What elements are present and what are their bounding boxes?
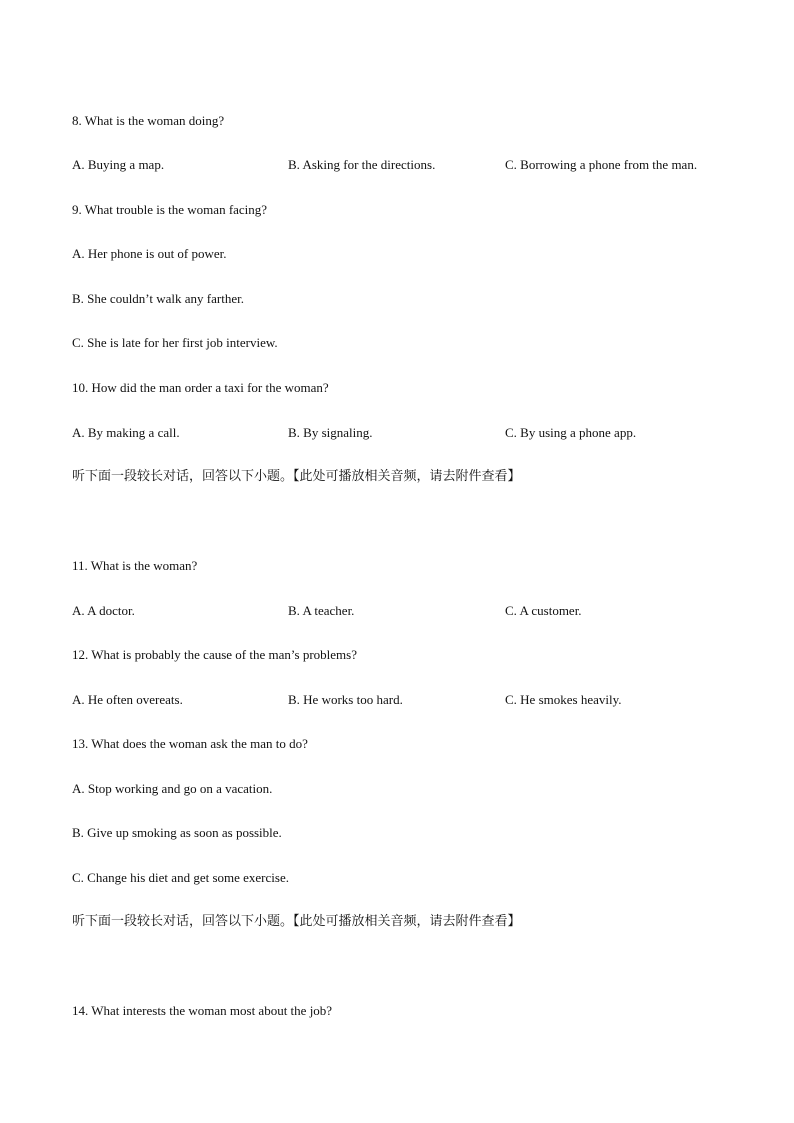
q12-option-a: A. He often overeats.	[72, 692, 183, 707]
q8-option-a: A. Buying a map.	[72, 157, 165, 172]
question-9: 9. What trouble is the woman facing?	[72, 202, 268, 217]
question-13: 13. What does the woman ask the man to do?	[72, 736, 308, 751]
q12-option-b: B. He works too hard.	[288, 692, 403, 707]
q11-option-c: C. A customer.	[505, 603, 582, 618]
q9-option-c: C. She is late for her first job interview.	[72, 335, 278, 350]
question-14: 14. What interests the woman most about the job?	[72, 1003, 333, 1018]
q13-option-a: A. Stop working and go on a vacation.	[72, 781, 273, 796]
q9-option-a: A. Her phone is out of power.	[72, 246, 227, 261]
q9-option-b: B. She couldn’t walk any farther.	[72, 291, 244, 306]
q8-option-b: B. Asking for the directions.	[288, 157, 436, 172]
q13-option-c: C. Change his diet and get some exercise.	[72, 870, 289, 885]
q10-option-c: C. By using a phone app.	[505, 425, 637, 440]
q11-option-b: B. A teacher.	[288, 603, 355, 618]
q11-option-a: A. A doctor.	[72, 603, 135, 618]
listening-instruction: 听下面一段较长对话，回答以下小题。【此处可播放相关音频，请去附件查看】	[72, 469, 521, 484]
q8-option-c: C. Borrowing a phone from the man.	[505, 157, 698, 172]
q10-option-a: A. By making a call.	[72, 425, 180, 440]
question-10: 10. How did the man order a taxi for the woman?	[72, 380, 329, 395]
question-8: 8. What is the woman doing?	[72, 113, 225, 128]
q10-option-b: B. By signaling.	[288, 425, 373, 440]
question-11: 11. What is the woman?	[72, 558, 198, 573]
question-12: 12. What is probably the cause of the man’s problems?	[72, 647, 357, 662]
q12-option-c: C. He smokes heavily.	[505, 692, 622, 707]
q13-option-b: B. Give up smoking as soon as possible.	[72, 825, 282, 840]
listening-instruction: 听下面一段较长对话，回答以下小题。【此处可播放相关音频，请去附件查看】	[72, 914, 521, 929]
